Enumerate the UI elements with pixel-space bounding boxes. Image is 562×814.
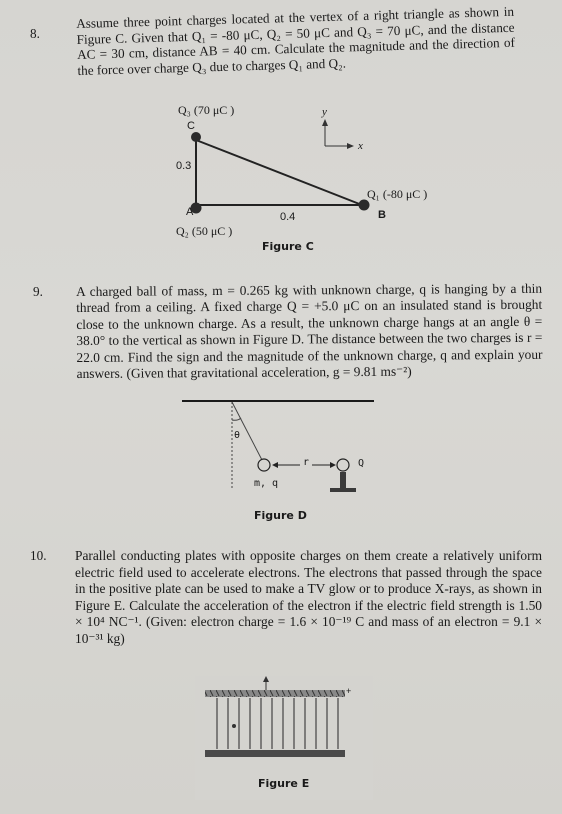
top-plate-hatch	[205, 690, 345, 697]
b-label: B	[378, 209, 386, 221]
question-10-number: 10.	[30, 548, 47, 563]
question-9-number: 9.	[33, 284, 43, 299]
figure-e-caption: Figure E	[258, 777, 310, 790]
q1-label: Q₁ (-80 μC )	[367, 187, 428, 201]
plus-sign-label: +	[346, 686, 352, 696]
a-label: A	[186, 206, 194, 218]
electron-dot	[232, 724, 236, 728]
r-label: r	[303, 457, 310, 468]
question-8-number: 8.	[30, 26, 40, 41]
bottom-plate	[205, 750, 345, 757]
ab-length-label: 0.4	[280, 211, 296, 223]
figure-c-caption: Figure C	[262, 240, 314, 253]
ac-length-label: 0.3	[176, 160, 192, 172]
theta-label: θ	[234, 430, 241, 441]
question-9-text: A charged ball of mass, m = 0.265 kg with unknown charge, q is hanging by a thin thread from a ceiling. A fixed charge Q = +5.0 μC on an insulated stand is brought close to the unknown charge. As a result, the unknown charge hangs at an angle θ = 38.0° to the vertical as shown in Figure D. The distance between the two charges is r = 22.0 cm. Find the sign and the magnitude of the unknown charge, q and explain your answers. (Given that gravitational acceleration, g = 9.81 ms⁻²)	[76, 280, 543, 382]
question-8-text: Assume three point charges located at the vertex of a right triangle as shown in Figure C. Given that Q₁ = -80 μC, Q₂ = 50 μC and Q₃ = 70 μC, and the distance AC = 30 cm, distance AB = 40 cm. Calculate the magnitude and the direction of the force over charge Q₃ due to charges Q₁ and Q₂.	[76, 3, 516, 78]
figure-d-caption: Figure D	[254, 509, 307, 522]
mass-charge-label: m, q	[254, 478, 279, 489]
x-axis-label: x	[358, 140, 363, 152]
question-10-text: Parallel conducting plates with opposite charges on them create a relatively uniform electric field used to accelerate electrons. The electrons that passed through the space in the positive plate can be used to make a TV glow or to produce X-rays, as shown in Figure E. Calculate the acceleration of the electron if the electric field strength is 1.50 × 10⁴ NC⁻¹. (Given: electron charge = 1.6 × 10⁻¹⁹ C and mass of an electron = 9.1 × 10⁻³¹ kg)	[75, 548, 542, 646]
q3-label: Q₃ (70 μC )	[178, 103, 235, 117]
big-q-label: Q	[358, 458, 365, 469]
y-axis-label: y	[322, 106, 327, 118]
q2-label: Q₂ (50 μC )	[176, 224, 233, 238]
c-label: C	[187, 120, 195, 132]
